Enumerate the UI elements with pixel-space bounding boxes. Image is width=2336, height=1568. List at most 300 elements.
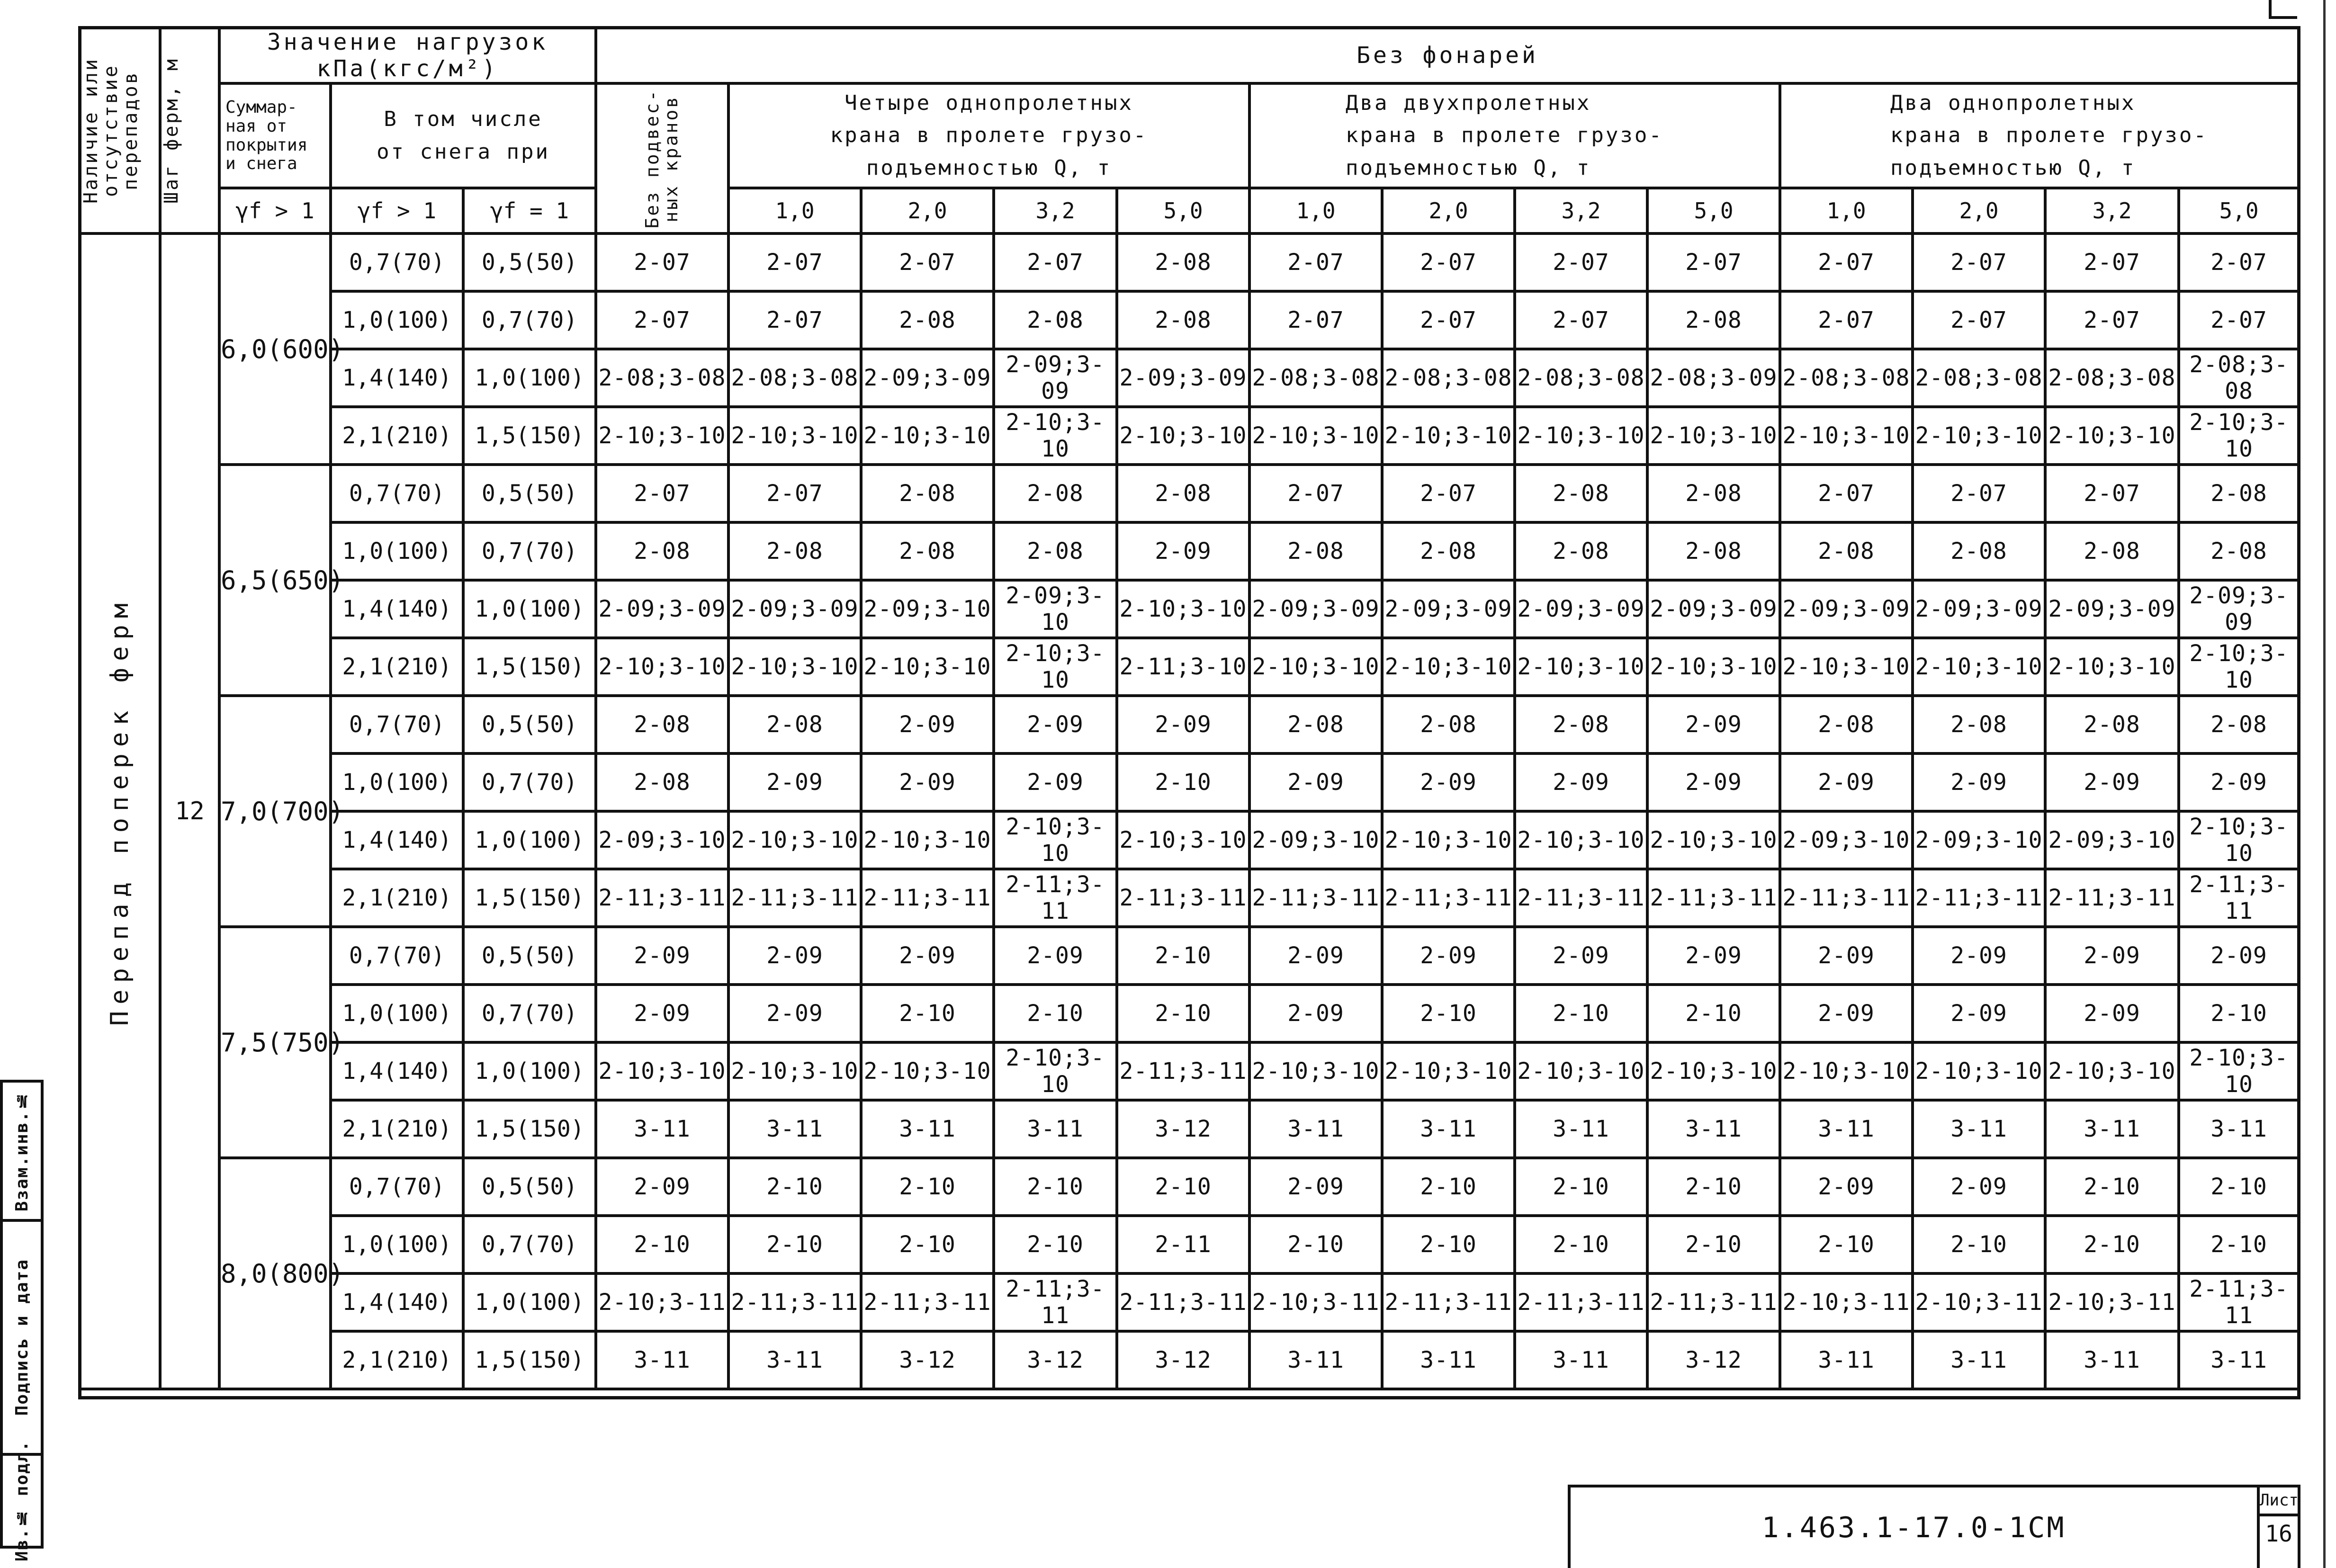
- truss-mark-cell: 2-07: [2045, 465, 2179, 522]
- truss-mark-cell: 2-10;3-11: [2045, 1273, 2179, 1331]
- truss-mark-cell: 2-09;3-10: [596, 811, 728, 869]
- truss-mark-cell: 3-11: [596, 1331, 728, 1389]
- truss-mark-cell: 2-08: [1249, 696, 1382, 753]
- truss-mark-cell: 2-10;3-10: [861, 407, 994, 465]
- truss-mark-cell: 2-08: [1515, 696, 1647, 753]
- total-load-cell: 7,0(700): [219, 696, 331, 927]
- snow-load-eq-cell: 1,0(100): [463, 811, 596, 869]
- truss-mark-cell: 2-10;3-10: [2179, 407, 2299, 465]
- truss-mark-cell: 2-10;3-10: [1117, 407, 1249, 465]
- truss-mark-cell: 2-10: [1117, 927, 1249, 985]
- truss-mark-cell: 2-11: [1117, 1216, 1249, 1273]
- truss-mark-cell: 2-08: [596, 522, 728, 580]
- table-row: [80, 1100, 2299, 1158]
- capacity-header: 5,0: [2179, 188, 2299, 233]
- truss-mark-cell: 3-11: [2179, 1331, 2299, 1389]
- truss-mark-cell: 2-08: [994, 465, 1117, 522]
- no-cranes-header: Без подвес- ных кранов: [596, 83, 728, 233]
- truss-mark-cell: 2-09;3-09: [728, 580, 861, 638]
- truss-mark-cell: 2-11;3-11: [728, 869, 861, 927]
- truss-mark-cell: 2-10;3-10: [728, 1042, 861, 1100]
- snow-load-eq-cell: 0,5(50): [463, 1158, 596, 1216]
- table-row: [80, 638, 2299, 696]
- truss-mark-cell: 3-11: [728, 1100, 861, 1158]
- truss-mark-cell: 2-07: [728, 465, 861, 522]
- truss-mark-cell: 2-07: [596, 291, 728, 349]
- snow-load-eq-cell: 1,0(100): [463, 349, 596, 407]
- truss-mark-cell: 3-12: [861, 1331, 994, 1389]
- snow-load-eq-cell: 0,5(50): [463, 696, 596, 753]
- snow-load-gt-cell: 0,7(70): [331, 465, 463, 522]
- truss-mark-cell: 3-11: [1647, 1100, 1780, 1158]
- truss-mark-cell: 3-11: [1780, 1331, 1913, 1389]
- sheet-number: 16: [2265, 1521, 2292, 1547]
- snow-load-gt-cell: 1,0(100): [331, 522, 463, 580]
- snow-load-eq-cell: 1,5(150): [463, 1100, 596, 1158]
- truss-mark-cell: 2-10;3-10: [1515, 638, 1647, 696]
- truss-mark-cell: 2-10: [1382, 1216, 1515, 1273]
- truss-mark-cell: 2-11;3-11: [1249, 869, 1382, 927]
- truss-mark-cell: 2-10;3-10: [2045, 1042, 2179, 1100]
- truss-mark-cell: 2-09: [1249, 1158, 1382, 1216]
- truss-mark-cell: 2-10;3-10: [994, 407, 1117, 465]
- truss-mark-cell: 2-08: [1913, 696, 2045, 753]
- truss-mark-cell: 2-08: [2179, 696, 2299, 753]
- truss-mark-cell: 2-07: [1780, 233, 1913, 291]
- truss-mark-cell: 2-08: [728, 696, 861, 753]
- truss-mark-cell: 2-07: [2045, 291, 2179, 349]
- truss-mark-cell: 3-12: [994, 1331, 1117, 1389]
- truss-mark-cell: 2-08: [1249, 522, 1382, 580]
- truss-mark-cell: 2-09: [861, 696, 994, 753]
- truss-mark-cell: 2-11;3-11: [2179, 1273, 2299, 1331]
- truss-mark-cell: 2-09: [1647, 696, 1780, 753]
- table-row: [80, 233, 2299, 291]
- truss-mark-cell: 2-11;3-11: [1647, 869, 1780, 927]
- truss-mark-cell: 2-07: [861, 233, 994, 291]
- truss-mark-cell: 2-08: [1117, 465, 1249, 522]
- capacity-header: 1,0: [1249, 188, 1382, 233]
- snow-load-gt-cell: 1,0(100): [331, 291, 463, 349]
- truss-mark-cell: 2-08: [2045, 696, 2179, 753]
- truss-mark-cell: 2-09: [1913, 753, 2045, 811]
- snow-load-eq-cell: 1,5(150): [463, 638, 596, 696]
- truss-mark-cell: 2-08;3-08: [1382, 349, 1515, 407]
- truss-mark-cell: 2-09;3-09: [861, 349, 994, 407]
- table-row: [80, 465, 2299, 522]
- truss-mark-cell: 2-07: [1515, 291, 1647, 349]
- snow-load-gt-cell: 0,7(70): [331, 696, 463, 753]
- snow-load-gt-cell: 1,0(100): [331, 1216, 463, 1273]
- truss-mark-cell: 2-10: [1515, 985, 1647, 1042]
- snow-load-eq-cell: 0,5(50): [463, 233, 596, 291]
- truss-mark-cell: 2-10;3-10: [1515, 1042, 1647, 1100]
- capacity-header: 3,2: [2045, 188, 2179, 233]
- truss-mark-cell: 2-09: [728, 753, 861, 811]
- truss-mark-cell: 2-10;3-11: [1780, 1273, 1913, 1331]
- truss-mark-cell: 3-11: [2045, 1331, 2179, 1389]
- truss-mark-cell: 2-09;3-10: [994, 580, 1117, 638]
- truss-mark-cell: 2-10;3-10: [861, 638, 994, 696]
- truss-mark-cell: 3-11: [1515, 1100, 1647, 1158]
- truss-mark-cell: 2-08: [728, 522, 861, 580]
- truss-mark-cell: 2-11;3-11: [1913, 869, 2045, 927]
- truss-mark-cell: 2-09: [1515, 753, 1647, 811]
- truss-mark-cell: 2-09: [1117, 522, 1249, 580]
- total-load-cell: 7,5(750): [219, 927, 331, 1158]
- truss-mark-cell: 2-09: [1913, 985, 2045, 1042]
- truss-mark-cell: 2-10: [994, 985, 1117, 1042]
- truss-mark-cell: 2-11;3-11: [728, 1273, 861, 1331]
- snow-load-gt-cell: 0,7(70): [331, 927, 463, 985]
- truss-mark-cell: 2-09;3-10: [1249, 811, 1382, 869]
- truss-mark-cell: 3-11: [1913, 1331, 2045, 1389]
- truss-mark-cell: 2-09: [728, 985, 861, 1042]
- truss-mark-cell: 2-10;3-10: [861, 1042, 994, 1100]
- truss-mark-cell: 2-10;3-10: [2045, 407, 2179, 465]
- truss-mark-cell: 2-11;3-11: [1117, 1042, 1249, 1100]
- truss-mark-cell: 2-08: [994, 291, 1117, 349]
- truss-mark-cell: 2-09;3-09: [2179, 580, 2299, 638]
- truss-mark-cell: 2-10: [861, 985, 994, 1042]
- truss-mark-cell: 2-10: [1382, 985, 1515, 1042]
- table-row: [80, 522, 2299, 580]
- truss-mark-cell: 2-10;3-10: [1913, 638, 2045, 696]
- snow-load-gt-cell: 2,1(210): [331, 1331, 463, 1389]
- snow-load-eq-cell: 0,7(70): [463, 522, 596, 580]
- table-row: [80, 753, 2299, 811]
- truss-mark-cell: 2-08;3-08: [1249, 349, 1382, 407]
- snow-load-gt-cell: 2,1(210): [331, 407, 463, 465]
- truss-mark-cell: 2-11;3-11: [1117, 869, 1249, 927]
- truss-mark-cell: 2-09: [596, 985, 728, 1042]
- table-row: [80, 1158, 2299, 1216]
- snow-load-eq-cell: 1,5(150): [463, 1331, 596, 1389]
- truss-mark-cell: 2-07: [2179, 291, 2299, 349]
- truss-mark-cell: 2-08: [1647, 522, 1780, 580]
- table-row: [80, 985, 2299, 1042]
- truss-mark-cell: 2-09;3-09: [1515, 580, 1647, 638]
- corner-mark: [2269, 16, 2297, 19]
- truss-mark-cell: 2-09: [2045, 985, 2179, 1042]
- truss-mark-cell: 2-08: [2179, 465, 2299, 522]
- truss-mark-cell: 2-08: [1117, 291, 1249, 349]
- snow-load-gt-cell: 1,4(140): [331, 1042, 463, 1100]
- truss-mark-cell: 2-10;3-11: [1249, 1273, 1382, 1331]
- truss-mark-cell: 2-10: [596, 1216, 728, 1273]
- truss-mark-cell: 2-09;3-09: [994, 349, 1117, 407]
- truss-mark-cell: 2-09: [1382, 753, 1515, 811]
- truss-mark-cell: 2-10: [994, 1216, 1117, 1273]
- truss-mark-cell: 2-11;3-11: [1117, 1273, 1249, 1331]
- truss-mark-cell: 2-10;3-10: [1382, 407, 1515, 465]
- truss-mark-cell: 2-10;3-10: [1647, 1042, 1780, 1100]
- truss-mark-cell: 2-08: [596, 696, 728, 753]
- truss-mark-cell: 2-10;3-10: [728, 407, 861, 465]
- truss-mark-cell: 2-09;3-10: [2045, 811, 2179, 869]
- truss-mark-cell: 2-09: [1249, 985, 1382, 1042]
- truss-mark-cell: 2-09;3-09: [1117, 349, 1249, 407]
- truss-mark-cell: 2-08: [1515, 465, 1647, 522]
- truss-mark-cell: 2-09: [1780, 753, 1913, 811]
- truss-mark-cell: 2-09;3-10: [1780, 811, 1913, 869]
- table-row: [80, 1042, 2299, 1100]
- truss-mark-cell: 2-10: [1647, 1158, 1780, 1216]
- snow-load-eq-cell: 1,0(100): [463, 1042, 596, 1100]
- truss-mark-cell: 2-08: [1382, 522, 1515, 580]
- table-row: [80, 927, 2299, 985]
- truss-mark-cell: 2-10: [2179, 985, 2299, 1042]
- truss-mark-cell: 2-10: [2045, 1216, 2179, 1273]
- truss-mark-cell: 2-08: [861, 291, 994, 349]
- truss-mark-cell: 2-10: [1249, 1216, 1382, 1273]
- truss-mark-cell: 2-10: [1780, 1216, 1913, 1273]
- truss-mark-cell: 3-12: [1117, 1331, 1249, 1389]
- truss-mark-cell: 2-10;3-10: [861, 811, 994, 869]
- truss-mark-cell: 2-09;3-10: [1913, 811, 2045, 869]
- truss-mark-cell: 2-09: [2045, 753, 2179, 811]
- truss-mark-cell: 3-11: [1382, 1331, 1515, 1389]
- truss-mark-cell: 3-11: [1780, 1100, 1913, 1158]
- truss-mark-cell: 2-07: [1780, 465, 1913, 522]
- table-row: [80, 1216, 2299, 1273]
- truss-mark-cell: 2-10;3-10: [728, 811, 861, 869]
- truss-mark-cell: 2-10;3-10: [1515, 811, 1647, 869]
- snow-load-eq-cell: 1,0(100): [463, 1273, 596, 1331]
- crane-group-2-header: Два двухпролетных крана в пролете грузо- подъемностью Q, т: [1249, 83, 1780, 188]
- truss-mark-cell: 2-10;3-10: [1382, 811, 1515, 869]
- truss-mark-cell: 2-10;3-10: [1647, 638, 1780, 696]
- truss-mark-cell: 2-08;3-08: [1913, 349, 2045, 407]
- capacity-header: 1,0: [728, 188, 861, 233]
- truss-mark-cell: 2-07: [1382, 233, 1515, 291]
- truss-mark-cell: 2-10: [994, 1158, 1117, 1216]
- truss-mark-cell: 3-11: [861, 1100, 994, 1158]
- truss-mark-cell: 2-07: [1913, 233, 2045, 291]
- truss-mark-cell: 2-09: [1913, 1158, 2045, 1216]
- table-row: [80, 407, 2299, 465]
- truss-mark-cell: 2-09: [1913, 927, 2045, 985]
- truss-mark-cell: 2-10: [1515, 1216, 1647, 1273]
- snow-load-eq-cell: 0,7(70): [463, 291, 596, 349]
- truss-mark-cell: 2-07: [596, 465, 728, 522]
- sheet-label: Лист: [2260, 1487, 2298, 1516]
- truss-mark-cell: 2-11;3-11: [1382, 1273, 1515, 1331]
- truss-mark-cell: 2-10;3-10: [994, 638, 1117, 696]
- truss-mark-cell: 2-08: [1647, 465, 1780, 522]
- table-row: [80, 291, 2299, 349]
- title-block: [1568, 1485, 2257, 1568]
- truss-mark-cell: 2-11;3-11: [2045, 869, 2179, 927]
- sheet-box: [2257, 1485, 2300, 1568]
- load-table: [78, 26, 2300, 1390]
- snow-load-eq-cell: 0,7(70): [463, 753, 596, 811]
- truss-mark-cell: 2-10;3-11: [1913, 1273, 2045, 1331]
- truss-mark-cell: 2-11;3-11: [994, 1273, 1117, 1331]
- total-load-cell: 6,0(600): [219, 233, 331, 465]
- truss-mark-cell: 2-08;3-08: [2179, 349, 2299, 407]
- truss-mark-cell: 2-09: [728, 927, 861, 985]
- snow-load-eq-cell: 0,7(70): [463, 985, 596, 1042]
- truss-mark-cell: 2-08: [1515, 522, 1647, 580]
- truss-mark-cell: 2-09: [994, 927, 1117, 985]
- truss-mark-cell: 2-10;3-10: [1780, 407, 1913, 465]
- table-row: [80, 869, 2299, 927]
- truss-mark-cell: 2-07: [728, 233, 861, 291]
- truss-mark-cell: 2-09: [596, 1158, 728, 1216]
- truss-mark-cell: 2-10: [861, 1216, 994, 1273]
- truss-mark-cell: 2-09: [1780, 927, 1913, 985]
- snow-load-gt-cell: 1,4(140): [331, 349, 463, 407]
- truss-mark-cell: 2-09: [2179, 927, 2299, 985]
- truss-mark-cell: 2-09: [2179, 753, 2299, 811]
- snow-load-gt-cell: 2,1(210): [331, 869, 463, 927]
- truss-mark-cell: 2-07: [1647, 233, 1780, 291]
- truss-mark-cell: 3-12: [1117, 1100, 1249, 1158]
- truss-mark-cell: 3-11: [2179, 1100, 2299, 1158]
- truss-mark-cell: 2-09;3-09: [1913, 580, 2045, 638]
- truss-mark-cell: 2-10;3-10: [1249, 638, 1382, 696]
- truss-mark-cell: 2-07: [596, 233, 728, 291]
- including-snow-header: В том числе от снега при: [331, 83, 596, 188]
- truss-mark-cell: 2-09: [1382, 927, 1515, 985]
- snow-load-gt-cell: 1,0(100): [331, 985, 463, 1042]
- page-edge: [2323, 0, 2326, 1568]
- row-label: Перепад поперек ферм: [80, 233, 160, 1389]
- gamma-snow-gt-header: γf > 1: [331, 188, 463, 233]
- truss-mark-cell: 2-10;3-10: [2179, 638, 2299, 696]
- truss-mark-cell: 3-11: [994, 1100, 1117, 1158]
- truss-mark-cell: 2-08: [1647, 291, 1780, 349]
- truss-mark-cell: 2-09: [861, 927, 994, 985]
- truss-mark-cell: 3-11: [1382, 1100, 1515, 1158]
- truss-mark-cell: 2-10;3-10: [994, 1042, 1117, 1100]
- truss-mark-cell: 2-09: [2045, 927, 2179, 985]
- snow-load-eq-cell: 1,5(150): [463, 407, 596, 465]
- snow-load-eq-cell: 1,5(150): [463, 869, 596, 927]
- table-row: [80, 696, 2299, 753]
- truss-mark-cell: 2-10: [2045, 1158, 2179, 1216]
- table-row: [80, 580, 2299, 638]
- truss-mark-cell: 2-09: [1780, 1158, 1913, 1216]
- truss-mark-cell: 2-10;3-10: [1117, 580, 1249, 638]
- truss-mark-cell: 2-10;3-10: [1647, 811, 1780, 869]
- truss-mark-cell: 3-11: [2045, 1100, 2179, 1158]
- truss-mark-cell: 2-10;3-10: [1117, 811, 1249, 869]
- truss-mark-cell: 2-07: [1249, 465, 1382, 522]
- truss-mark-cell: 2-10;3-10: [1913, 407, 2045, 465]
- crane-group-3-header: Два однопролетных крана в пролете грузо- подъемностью Q, т: [1780, 83, 2299, 188]
- truss-mark-cell: 2-10;3-10: [1382, 1042, 1515, 1100]
- capacity-header: 3,2: [1515, 188, 1647, 233]
- truss-mark-cell: 2-10;3-10: [1913, 1042, 2045, 1100]
- truss-mark-cell: 2-10;3-10: [728, 638, 861, 696]
- snow-load-gt-cell: 2,1(210): [331, 638, 463, 696]
- crane-group-1-header: Четыре однопролетных крана в пролете грузо- подъемностью Q, т: [728, 83, 1249, 188]
- truss-mark-cell: 2-10: [2179, 1216, 2299, 1273]
- total-load-cell: 8,0(800): [219, 1158, 331, 1389]
- truss-mark-cell: 2-09: [1249, 753, 1382, 811]
- truss-mark-cell: 2-10;3-11: [596, 1273, 728, 1331]
- truss-mark-cell: 2-10: [1515, 1158, 1647, 1216]
- truss-mark-cell: 2-07: [2045, 233, 2179, 291]
- truss-mark-cell: 3-11: [596, 1100, 728, 1158]
- truss-mark-cell: 2-09: [1515, 927, 1647, 985]
- truss-mark-cell: 2-07: [1382, 465, 1515, 522]
- snow-load-gt-cell: 1,4(140): [331, 580, 463, 638]
- presence-header: Наличие или отсутствие перепадов: [80, 27, 160, 233]
- truss-mark-cell: 2-09: [994, 696, 1117, 753]
- truss-mark-cell: 2-07: [1913, 291, 2045, 349]
- truss-mark-cell: 2-09: [1249, 927, 1382, 985]
- truss-mark-cell: 2-10;3-10: [994, 811, 1117, 869]
- truss-mark-cell: 2-10: [1117, 753, 1249, 811]
- truss-mark-cell: 2-07: [2179, 233, 2299, 291]
- capacity-header: 5,0: [1117, 188, 1249, 233]
- truss-mark-cell: 2-09;3-10: [861, 580, 994, 638]
- snow-load-eq-cell: 1,0(100): [463, 580, 596, 638]
- truss-mark-cell: 2-11;3-11: [1780, 869, 1913, 927]
- truss-mark-cell: 2-09: [994, 753, 1117, 811]
- stamp-sidebar: [0, 1080, 44, 1562]
- document-code: 1.463.1-17.0-1СМ: [1761, 1511, 2066, 1544]
- replace-inv-box: Взам.инв.№: [0, 1080, 44, 1222]
- truss-mark-cell: 3-11: [1249, 1331, 1382, 1389]
- truss-mark-cell: 2-07: [1249, 291, 1382, 349]
- truss-mark-cell: 2-10: [1647, 1216, 1780, 1273]
- truss-mark-cell: 2-07: [1780, 291, 1913, 349]
- truss-mark-cell: 2-11;3-11: [861, 1273, 994, 1331]
- snow-load-eq-cell: 0,7(70): [463, 1216, 596, 1273]
- truss-mark-cell: 2-08: [1117, 233, 1249, 291]
- total-load-cell: 6,5(650): [219, 465, 331, 696]
- truss-mark-cell: 2-10;3-10: [1249, 407, 1382, 465]
- capacity-header: 3,2: [994, 188, 1117, 233]
- capacity-header: 1,0: [1780, 188, 1913, 233]
- truss-mark-cell: 2-10: [1117, 985, 1249, 1042]
- truss-mark-cell: 2-08: [1382, 696, 1515, 753]
- truss-mark-cell: 2-08;3-08: [1780, 349, 1913, 407]
- truss-mark-cell: 2-07: [994, 233, 1117, 291]
- truss-mark-cell: 2-11;3-11: [1515, 869, 1647, 927]
- truss-mark-cell: 2-10: [1647, 985, 1780, 1042]
- capacity-header: 2,0: [861, 188, 994, 233]
- truss-mark-cell: 2-08: [861, 522, 994, 580]
- snow-load-gt-cell: 0,7(70): [331, 1158, 463, 1216]
- truss-mark-cell: 2-11;3-11: [1515, 1273, 1647, 1331]
- truss-mark-cell: 2-08: [1780, 522, 1913, 580]
- snow-load-gt-cell: 0,7(70): [331, 233, 463, 291]
- truss-mark-cell: 2-07: [1382, 291, 1515, 349]
- truss-mark-cell: 2-08: [1780, 696, 1913, 753]
- truss-mark-cell: 2-09;3-09: [596, 580, 728, 638]
- inv-no-box: Ив.№ подл.: [0, 1453, 44, 1549]
- truss-mark-cell: 2-10;3-10: [596, 1042, 728, 1100]
- truss-mark-cell: 2-10;3-10: [1249, 1042, 1382, 1100]
- snow-load-gt-cell: 1,0(100): [331, 753, 463, 811]
- truss-mark-cell: 2-10;3-10: [2179, 811, 2299, 869]
- truss-mark-cell: 3-11: [1249, 1100, 1382, 1158]
- truss-mark-cell: 2-10: [1382, 1158, 1515, 1216]
- truss-mark-cell: 2-08: [861, 465, 994, 522]
- truss-mark-cell: 2-10: [861, 1158, 994, 1216]
- truss-mark-cell: 2-10;3-10: [1780, 1042, 1913, 1100]
- capacity-header: 2,0: [1913, 188, 2045, 233]
- truss-mark-cell: 2-08: [596, 753, 728, 811]
- truss-mark-cell: 2-10: [728, 1216, 861, 1273]
- truss-mark-cell: 2-10;3-10: [2045, 638, 2179, 696]
- snow-load-eq-cell: 0,5(50): [463, 927, 596, 985]
